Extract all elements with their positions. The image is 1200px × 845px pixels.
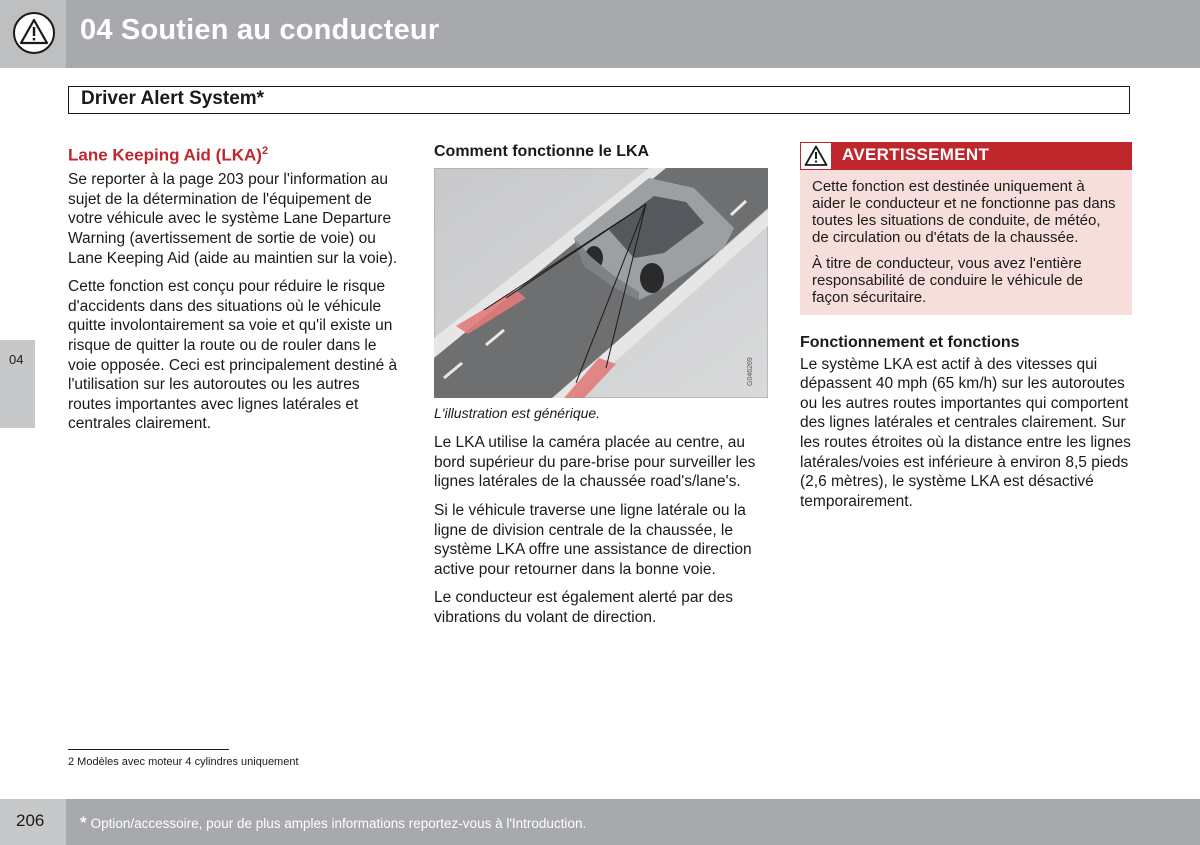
illustration-caption: L'illustration est générique.	[434, 404, 601, 421]
asterisk: *	[80, 813, 87, 832]
paragraph: Se reporter à la page 203 pour l'information au sujet de la détermination de l'équipement de votre véhicule avec le système Lane Departure Warning (avertissement de sortie de voie) ou Lane Keeping Aid (aide au maintien sur la voie).	[68, 171, 398, 267]
chapter-side-tab	[0, 340, 35, 428]
chapter-title: 04 Soutien au conducteur	[80, 14, 440, 46]
warning-triangle-icon	[804, 145, 828, 167]
header-icon-box	[0, 0, 66, 68]
warning-paragraph: À titre de conducteur, vous avez l'entière responsabilité de conduire le véhicule de façon sécuritaire.	[812, 255, 1084, 306]
page-footer	[0, 799, 1200, 845]
warning-body	[800, 170, 1132, 315]
footer-note-text: Option/accessoire, pour de plus amples informations reportez-vous à l'Introduction.	[90, 816, 587, 831]
paragraph: Le conducteur est également alerté par des vibrations du volant de direction.	[434, 589, 733, 626]
warning-icon-box	[800, 142, 832, 170]
illustration-code: G046269	[747, 356, 754, 386]
column-1	[68, 142, 398, 443]
warning-title: AVERTISSEMENT	[842, 145, 990, 164]
page-number: 206	[16, 811, 45, 830]
warning-paragraph: Cette fonction est destinée uniquement à aider le conducteur et ne fonctionne pas dans toutes les situations de conduite, de météo, de circulation ou d'états de la chaussée.	[812, 178, 1116, 246]
lka-heading	[68, 142, 398, 165]
warning-header	[800, 142, 1132, 170]
functions-heading: Fonctionnement et fonctions	[800, 334, 1020, 351]
column-3	[800, 142, 1132, 520]
paragraph: Si le véhicule traverse une ligne latérale ou la ligne de division centrale de la chaussée, le système LKA offre une assistance de direction active pour retourner dans la bonne voie.	[434, 501, 752, 578]
lka-illustration	[434, 168, 768, 398]
page-header	[0, 0, 1200, 68]
lka-heading-text: Lane Keeping Aid (LKA)	[68, 145, 262, 165]
how-it-works-heading: Comment fonctionne le LKA	[434, 143, 650, 160]
column-2	[434, 142, 768, 637]
road-car-illustration	[434, 168, 768, 398]
footnote-divider	[68, 749, 229, 750]
paragraph: Le LKA utilise la caméra placée au centre, au bord supérieur du pare-brise pour surveiller les lignes latérales de la chaussée road's/lane's.	[434, 434, 756, 491]
section-title-bar	[68, 86, 1130, 114]
warning-triangle-icon	[12, 11, 56, 55]
side-tab-label: 04	[9, 352, 24, 367]
footer-note	[80, 813, 586, 833]
page-number-box	[0, 799, 66, 845]
section-title: Driver Alert System*	[81, 88, 265, 109]
paragraph: Le système LKA est actif à des vitesses qui dépassent 40 mph (65 km/h) sur les autoroutes ou les autres routes importantes qui comportent des lignes latérales et centrales clairement. Sur les routes étroites où la distance entre les lignes latérales/voies est inférieure à environ 8,5 pieds (2,6 mètres), le système LKA est désactivé temporairement.	[800, 355, 1131, 510]
footnote-ref: 2	[261, 145, 269, 157]
footnote: 2 Modèles avec moteur 4 cylindres uniquement	[68, 756, 299, 768]
paragraph: Cette fonction est conçu pour réduire le risque d'accidents dans des situations où le véhicule quitte involontairement sa voie et qu'il existe un risque de quitter la route ou de rouler dans le voie opposée. Ceci est principalement destiné à l'utilisation sur les autoroutes ou les autres routes importantes avec lignes latérales et centrales clairement.	[68, 278, 398, 433]
